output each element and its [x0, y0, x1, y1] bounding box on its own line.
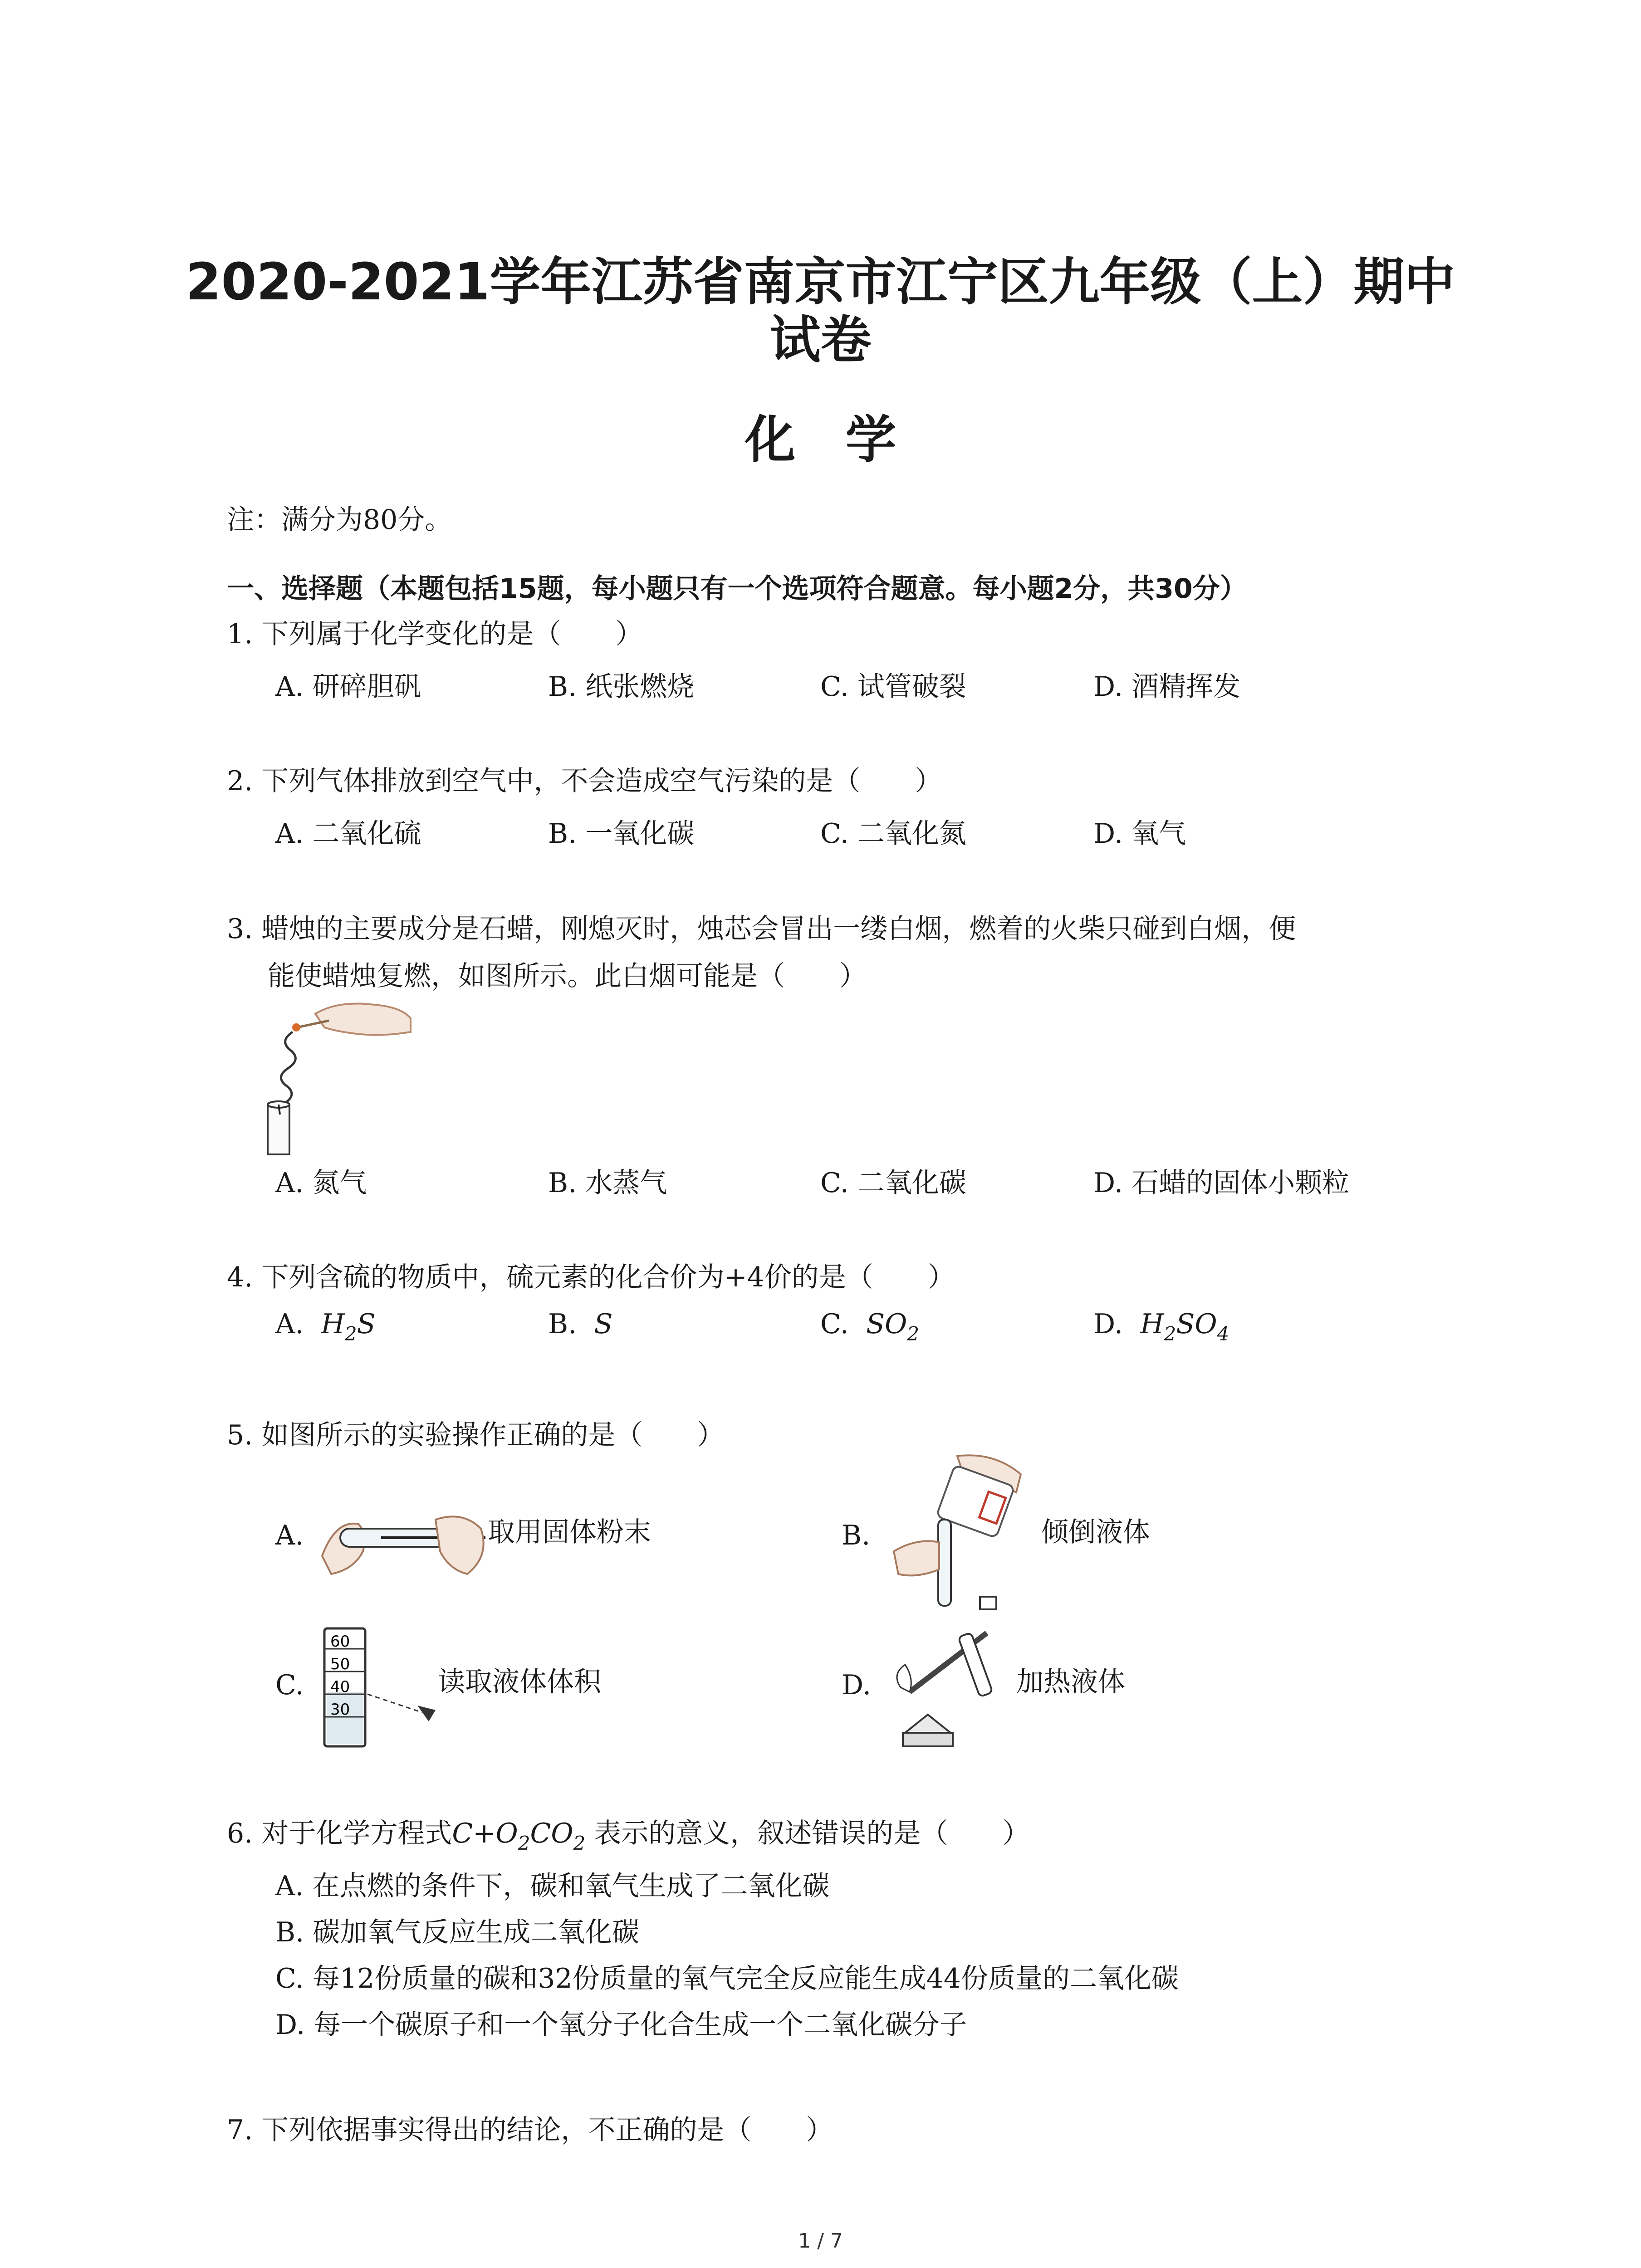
question-3-option-c: C. 二氧化碳 [820, 1167, 966, 1199]
question-5-caption-a: 取用固体粉末 [488, 1516, 651, 1548]
question-3-option-b: B. 水蒸气 [548, 1167, 667, 1199]
question-3-stem-line2: 能使蜡烛复燃，如图所示。此白烟可能是（ ） [268, 960, 867, 992]
question-4-stem: 4. 下列含硫的物质中，硫元素的化合价为+4价的是（ ） [227, 1261, 955, 1293]
candle-smoke-figure [247, 996, 420, 1159]
cylinder-tick-60: 60 [330, 1633, 350, 1651]
question-6-option-d: D. 每一个碳原子和一个氧分子化合生成一个二氧化碳分子 [275, 2009, 967, 2041]
question-5-option-d-letter: D. [842, 1669, 872, 1701]
question-5-caption-c: 读取液体体积 [438, 1666, 601, 1698]
question-2-option-a: A. 二氧化硫 [275, 818, 421, 850]
pouring-liquid-figure [889, 1452, 1039, 1624]
heating-liquid-figure [882, 1624, 1028, 1760]
score-note: 注：满分为80分。 [227, 504, 452, 536]
powder-handling-figure [318, 1492, 490, 1579]
cylinder-tick-50: 50 [330, 1655, 350, 1673]
question-3-stem-line1: 3. 蜡烛的主要成分是石蜡，刚熄灭时，烛芯会冒出一缕白烟，燃着的火柴只碰到白烟，便 [227, 913, 1296, 945]
question-2-option-c: C. 二氧化氮 [820, 818, 966, 850]
cylinder-tick-30: 30 [330, 1701, 350, 1719]
question-1-stem: 1. 下列属于化学变化的是（ ） [227, 618, 643, 650]
question-4-option-a: A. $H_2S$ [275, 1308, 376, 1345]
question-3-option-d: D. 石蜡的固体小颗粒 [1093, 1167, 1350, 1199]
question-6-option-a: A. 在点燃的条件下，碳和氧气生成了二氧化碳 [275, 1870, 830, 1902]
question-1-option-a: A. 研碎胆矾 [275, 671, 421, 703]
cylinder-tick-40: 40 [330, 1678, 350, 1696]
question-1-option-d: D. 酒精挥发 [1093, 671, 1241, 703]
question-4-option-b: B. S [548, 1308, 613, 1340]
question-2-option-d: D. 氧气 [1093, 818, 1186, 850]
question-4-option-d: D. $H_2SO_4$ [1093, 1308, 1230, 1345]
question-4-option-c: C. $SO_2$ [820, 1308, 920, 1345]
subject-heading: 化学 [745, 411, 946, 469]
question-5-option-a-letter: A. [275, 1520, 304, 1551]
question-5-caption-d: 加热液体 [1016, 1666, 1125, 1698]
graduated-cylinder-figure [318, 1624, 445, 1751]
question-5-option-b-letter: B. [842, 1520, 871, 1551]
question-7-stem: 7. 下列依据事实得出的结论，不正确的是（ ） [227, 2114, 833, 2146]
question-5-caption-b: 倾倒液体 [1041, 1516, 1150, 1548]
page-number: 1 / 7 [798, 2229, 843, 2253]
page-title-line2: 试卷 [769, 311, 872, 370]
question-6-option-b: B. 碳加氧气反应生成二氧化碳 [275, 1916, 640, 1948]
question-2-stem: 2. 下列气体排放到空气中，不会造成空气污染的是（ ） [227, 765, 942, 797]
question-5-option-c-letter: C. [275, 1669, 304, 1701]
question-3-option-a: A. 氮气 [275, 1167, 367, 1199]
question-1-option-c: C. 试管破裂 [820, 671, 966, 703]
question-6-option-c: C. 每12份质量的碳和32份质量的氧气完全反应能生成44份质量的二氧化碳 [275, 1963, 1179, 1994]
question-2-option-b: B. 一氧化碳 [548, 818, 695, 850]
page-title-line1: 2020-2021学年江苏省南京市江宁区九年级（上）期中 [186, 253, 1455, 312]
question-6-stem: 6. 对于化学方程式$C+O_2CO_2$ 表示的意义，叙述错误的是（ ） [227, 1818, 1030, 1854]
question-1-option-b: B. 纸张燃烧 [548, 671, 695, 703]
question-5-stem: 5. 如图所示的实验操作正确的是（ ） [227, 1419, 725, 1451]
section-heading: 一、选择题（本题包括15题，每小题只有一个选项符合题意。每小题2分，共30分） [227, 573, 1247, 605]
